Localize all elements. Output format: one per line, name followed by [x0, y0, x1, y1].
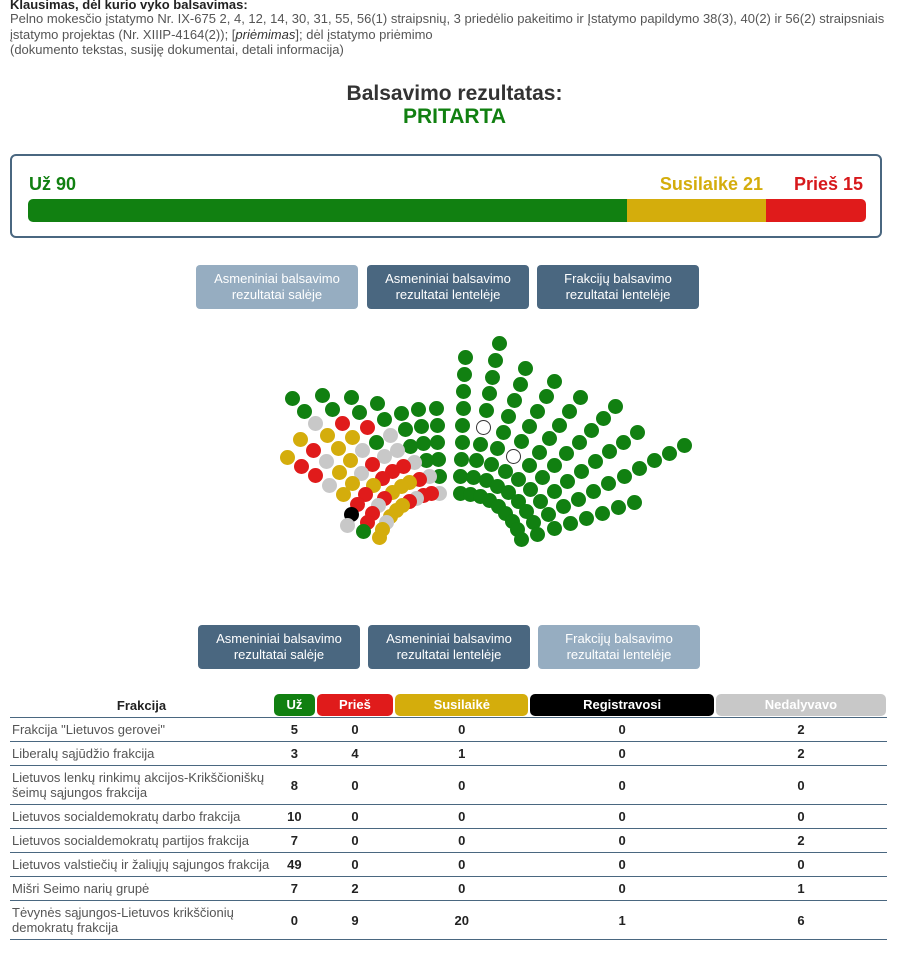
faction-name-cell: Lietuvos socialdemokratų darbo frakcija — [10, 804, 273, 828]
seat-abstain[interactable] — [372, 530, 387, 545]
seat-for[interactable] — [455, 418, 470, 433]
faction-results-table — [10, 693, 887, 940]
faction-table-results-button-bottom[interactable]: Frakcijų balsavimo rezultatai lentelėje — [538, 625, 700, 669]
seat-for[interactable] — [285, 391, 300, 406]
table-row — [10, 717, 887, 741]
seat-for[interactable] — [484, 457, 499, 472]
seat-for[interactable] — [485, 370, 500, 385]
table-row — [10, 852, 887, 876]
seat-against[interactable] — [335, 416, 350, 431]
against-count-cell: 4 — [316, 741, 394, 765]
for-count-cell: 3 — [273, 741, 316, 765]
seat-for[interactable] — [647, 453, 662, 468]
seat-against[interactable] — [360, 420, 375, 435]
against-count-cell: 0 — [316, 717, 394, 741]
seat-for[interactable] — [632, 461, 647, 476]
faction-table-body — [10, 717, 887, 940]
bar-segment-abstain — [627, 199, 767, 222]
seat-for[interactable] — [325, 402, 340, 417]
seat-for[interactable] — [496, 425, 511, 440]
vote-distribution-bar — [28, 199, 866, 222]
registered-count-cell: 1 — [529, 900, 714, 940]
seat-for[interactable] — [542, 431, 557, 446]
question-text-end: ]; dėl įstatymo priėmimo — [295, 27, 433, 42]
against-count-cell: 9 — [316, 900, 394, 940]
for-count-cell: 0 — [273, 900, 316, 940]
for-count-cell: 7 — [273, 876, 316, 900]
absent-count-cell: 6 — [715, 900, 887, 940]
result-title: Balsavimo rezultatas: — [346, 82, 563, 105]
seating-hemicycle — [180, 332, 720, 592]
seat-for[interactable] — [394, 406, 409, 421]
seat-for[interactable] — [411, 402, 426, 417]
seat-for[interactable] — [579, 511, 594, 526]
seat-for[interactable] — [677, 438, 692, 453]
absent-count-cell: 2 — [715, 741, 887, 765]
seat-for[interactable] — [513, 377, 528, 392]
seat-for[interactable] — [297, 404, 312, 419]
document-links[interactable]: (dokumento tekstas, susiję dokumentai, detali informacija) — [10, 42, 344, 57]
seat-for[interactable] — [547, 484, 562, 499]
hall-results-button-bottom[interactable]: Asmeniniai balsavimo rezultatai salėje — [198, 625, 360, 669]
table-row — [10, 741, 887, 765]
for-column-header: Už — [274, 694, 315, 716]
seat-for[interactable] — [514, 532, 529, 547]
seat-for[interactable] — [479, 403, 494, 418]
faction-name-cell: Liberalų sąjūdžio frakcija — [10, 741, 273, 765]
seat-for[interactable] — [584, 423, 599, 438]
registered-count-cell: 0 — [529, 804, 714, 828]
seat-absent[interactable] — [322, 478, 337, 493]
abstain-column-header: Susilaikė — [395, 694, 528, 716]
faction-table-results-button[interactable]: Frakcijų balsavimo rezultatai lentelėje — [537, 265, 699, 309]
seat-for[interactable] — [560, 474, 575, 489]
seat-abstain[interactable] — [280, 450, 295, 465]
abstain-count-cell: 0 — [394, 765, 529, 804]
table-row — [10, 828, 887, 852]
seat-for[interactable] — [552, 418, 567, 433]
seat-for[interactable] — [377, 412, 392, 427]
seat-for[interactable] — [601, 476, 616, 491]
against-column-header: Prieš — [317, 694, 393, 716]
absent-count-cell: 0 — [715, 804, 887, 828]
seat-for[interactable] — [574, 464, 589, 479]
votes-for-count: Už 90 — [29, 174, 77, 194]
seat-for[interactable] — [617, 469, 632, 484]
registered-count-cell: 0 — [529, 852, 714, 876]
seat-for[interactable] — [507, 393, 522, 408]
votes-against-count: Prieš 15 — [793, 174, 863, 194]
seat-absent[interactable] — [355, 443, 370, 458]
seat-for[interactable] — [572, 435, 587, 450]
absent-count-cell: 1 — [715, 876, 887, 900]
registered-column-header: Registravosi — [530, 694, 713, 716]
against-column-header-cell — [316, 693, 394, 717]
table-row — [10, 900, 887, 940]
abstain-column-header-cell — [394, 693, 529, 717]
absent-count-cell: 2 — [715, 828, 887, 852]
seat-for[interactable] — [586, 484, 601, 499]
seat-for[interactable] — [562, 404, 577, 419]
against-count-cell: 2 — [316, 876, 394, 900]
question-label: Klausimas, dėl kurio vyko balsavimas: — [10, 0, 248, 12]
seat-for[interactable] — [588, 454, 603, 469]
for-column-header-cell — [273, 693, 316, 717]
seat-against[interactable] — [308, 468, 323, 483]
faction-name-cell: Mišri Seimo narių grupė — [10, 876, 273, 900]
for-count-cell: 8 — [273, 765, 316, 804]
seat-for[interactable] — [539, 389, 554, 404]
seat-for[interactable] — [522, 419, 537, 434]
against-count-cell: 0 — [316, 804, 394, 828]
seat-for[interactable] — [535, 470, 550, 485]
abstain-count-cell: 0 — [394, 804, 529, 828]
vote-summary-box — [10, 154, 882, 238]
absent-column-header: Nedalyvavo — [716, 694, 886, 716]
against-count-cell: 0 — [316, 852, 394, 876]
result-value: PRITARTA — [402, 105, 507, 128]
seat-abstain[interactable] — [331, 441, 346, 456]
abstain-count-cell: 1 — [394, 741, 529, 765]
seat-for[interactable] — [356, 524, 371, 539]
seat-abstain[interactable] — [345, 430, 360, 445]
abstain-count-cell: 0 — [394, 828, 529, 852]
seat-for[interactable] — [573, 390, 588, 405]
table-row — [10, 876, 887, 900]
against-count-cell: 0 — [316, 828, 394, 852]
seat-for[interactable] — [530, 404, 545, 419]
bar-segment-against — [766, 199, 866, 222]
personal-table-results-button[interactable]: Asmeniniai balsavimo rezultatai lentelėje — [367, 265, 529, 309]
seat-for[interactable] — [608, 399, 623, 414]
registered-column-header-cell — [529, 693, 714, 717]
registered-count-cell: 0 — [529, 717, 714, 741]
seat-for[interactable] — [556, 499, 571, 514]
table-header-row — [10, 693, 887, 717]
abstain-count-cell: 0 — [394, 852, 529, 876]
seat-for[interactable] — [522, 458, 537, 473]
for-count-cell: 7 — [273, 828, 316, 852]
seat-for[interactable] — [501, 409, 516, 424]
seat-for[interactable] — [488, 353, 503, 368]
registered-count-cell: 0 — [529, 741, 714, 765]
seat-empty[interactable] — [476, 420, 491, 435]
seat-for[interactable] — [456, 401, 471, 416]
faction-name-cell: Lietuvos lenkų rinkimų akcijos-Krikščioniškų šeimų sąjungos frakcija — [10, 765, 273, 804]
against-count-cell: 0 — [316, 765, 394, 804]
seat-for[interactable] — [369, 435, 384, 450]
seat-for[interactable] — [490, 441, 505, 456]
seat-for[interactable] — [454, 452, 469, 467]
seat-absent[interactable] — [308, 416, 323, 431]
question-text — [10, 11, 900, 43]
faction-name-cell: Frakcija "Lietuvos gerovei" — [10, 717, 273, 741]
seat-for[interactable] — [518, 361, 533, 376]
seat-for[interactable] — [602, 444, 617, 459]
for-count-cell: 10 — [273, 804, 316, 828]
votes-abstain-count: Susilaikė 21 — [659, 174, 763, 194]
seat-for[interactable] — [571, 492, 586, 507]
seat-abstain[interactable] — [332, 465, 347, 480]
seat-for[interactable] — [596, 411, 611, 426]
seat-for[interactable] — [630, 425, 645, 440]
faction-name-cell: Lietuvos valstiečių ir žaliųjų sąjungos frakcija — [10, 852, 273, 876]
registered-count-cell: 0 — [529, 876, 714, 900]
absent-count-cell: 0 — [715, 765, 887, 804]
table-row — [10, 765, 887, 804]
seat-for[interactable] — [458, 350, 473, 365]
seat-for[interactable] — [541, 507, 556, 522]
registered-count-cell: 0 — [529, 765, 714, 804]
question-stage: priėmimas — [235, 27, 296, 42]
seat-for[interactable] — [429, 401, 444, 416]
seat-for[interactable] — [456, 384, 471, 399]
question-text-main: Pelno mokesčio įstatymo Nr. IX-675 2, 4, 12, 14, 30, 31, 55, 56(1) straipsnių, 3 priedėlio pakeitimo ir Įstatymo papildymo 38(3), 40(2) ir 56(2) straipsniais įstatymo projektas (Nr. XIIIP-4164(2)); [ — [10, 11, 885, 42]
seat-for[interactable] — [611, 500, 626, 515]
seat-for[interactable] — [616, 435, 631, 450]
seat-for[interactable] — [430, 418, 445, 433]
seat-for[interactable] — [547, 458, 562, 473]
personal-table-results-button-bottom[interactable]: Asmeniniai balsavimo rezultatai lentelėje — [368, 625, 530, 669]
for-count-cell: 49 — [273, 852, 316, 876]
registered-count-cell: 0 — [529, 828, 714, 852]
seat-for[interactable] — [627, 495, 642, 510]
seat-for[interactable] — [482, 386, 497, 401]
seat-for[interactable] — [414, 419, 429, 434]
seat-for[interactable] — [662, 446, 677, 461]
seat-for[interactable] — [352, 405, 367, 420]
absent-column-header-cell — [715, 693, 887, 717]
seat-absent[interactable] — [383, 428, 398, 443]
seat-for[interactable] — [547, 521, 562, 536]
absent-count-cell: 0 — [715, 852, 887, 876]
abstain-count-cell: 20 — [394, 900, 529, 940]
seat-for[interactable] — [398, 422, 413, 437]
seat-for[interactable] — [530, 527, 545, 542]
seat-empty[interactable] — [506, 449, 521, 464]
seat-for[interactable] — [455, 435, 470, 450]
seat-for[interactable] — [403, 439, 418, 454]
seat-for[interactable] — [492, 336, 507, 351]
faction-column-header: Frakcija — [116, 697, 167, 713]
seat-absent[interactable] — [340, 518, 355, 533]
seat-for[interactable] — [430, 435, 445, 450]
seat-for[interactable] — [532, 445, 547, 460]
bar-segment-for — [28, 199, 627, 222]
seat-for[interactable] — [469, 453, 484, 468]
table-row — [10, 804, 887, 828]
hall-results-button[interactable]: Asmeniniai balsavimo rezultatai salėje — [196, 265, 358, 309]
seat-for[interactable] — [416, 436, 431, 451]
abstain-count-cell: 0 — [394, 876, 529, 900]
seat-for[interactable] — [563, 516, 578, 531]
seat-for[interactable] — [514, 434, 529, 449]
seat-abstain[interactable] — [320, 428, 335, 443]
abstain-count-cell: 0 — [394, 717, 529, 741]
seat-for[interactable] — [370, 396, 385, 411]
seat-for[interactable] — [559, 446, 574, 461]
for-count-cell: 5 — [273, 717, 316, 741]
seat-for[interactable] — [595, 506, 610, 521]
seat-for[interactable] — [457, 367, 472, 382]
seat-abstain[interactable] — [343, 453, 358, 468]
seat-for[interactable] — [344, 390, 359, 405]
faction-name-cell: Tėvynės sąjungos-Lietuvos krikščionių demokratų frakcija — [10, 900, 273, 940]
seat-against[interactable] — [294, 459, 309, 474]
faction-name-cell: Lietuvos socialdemokratų partijos frakcija — [10, 828, 273, 852]
seat-for[interactable] — [473, 437, 488, 452]
seat-for[interactable] — [547, 374, 562, 389]
seat-absent[interactable] — [319, 454, 334, 469]
seat-against[interactable] — [306, 443, 321, 458]
seat-abstain[interactable] — [293, 432, 308, 447]
seat-abstain[interactable] — [336, 487, 351, 502]
absent-count-cell: 2 — [715, 717, 887, 741]
seat-for[interactable] — [315, 388, 330, 403]
